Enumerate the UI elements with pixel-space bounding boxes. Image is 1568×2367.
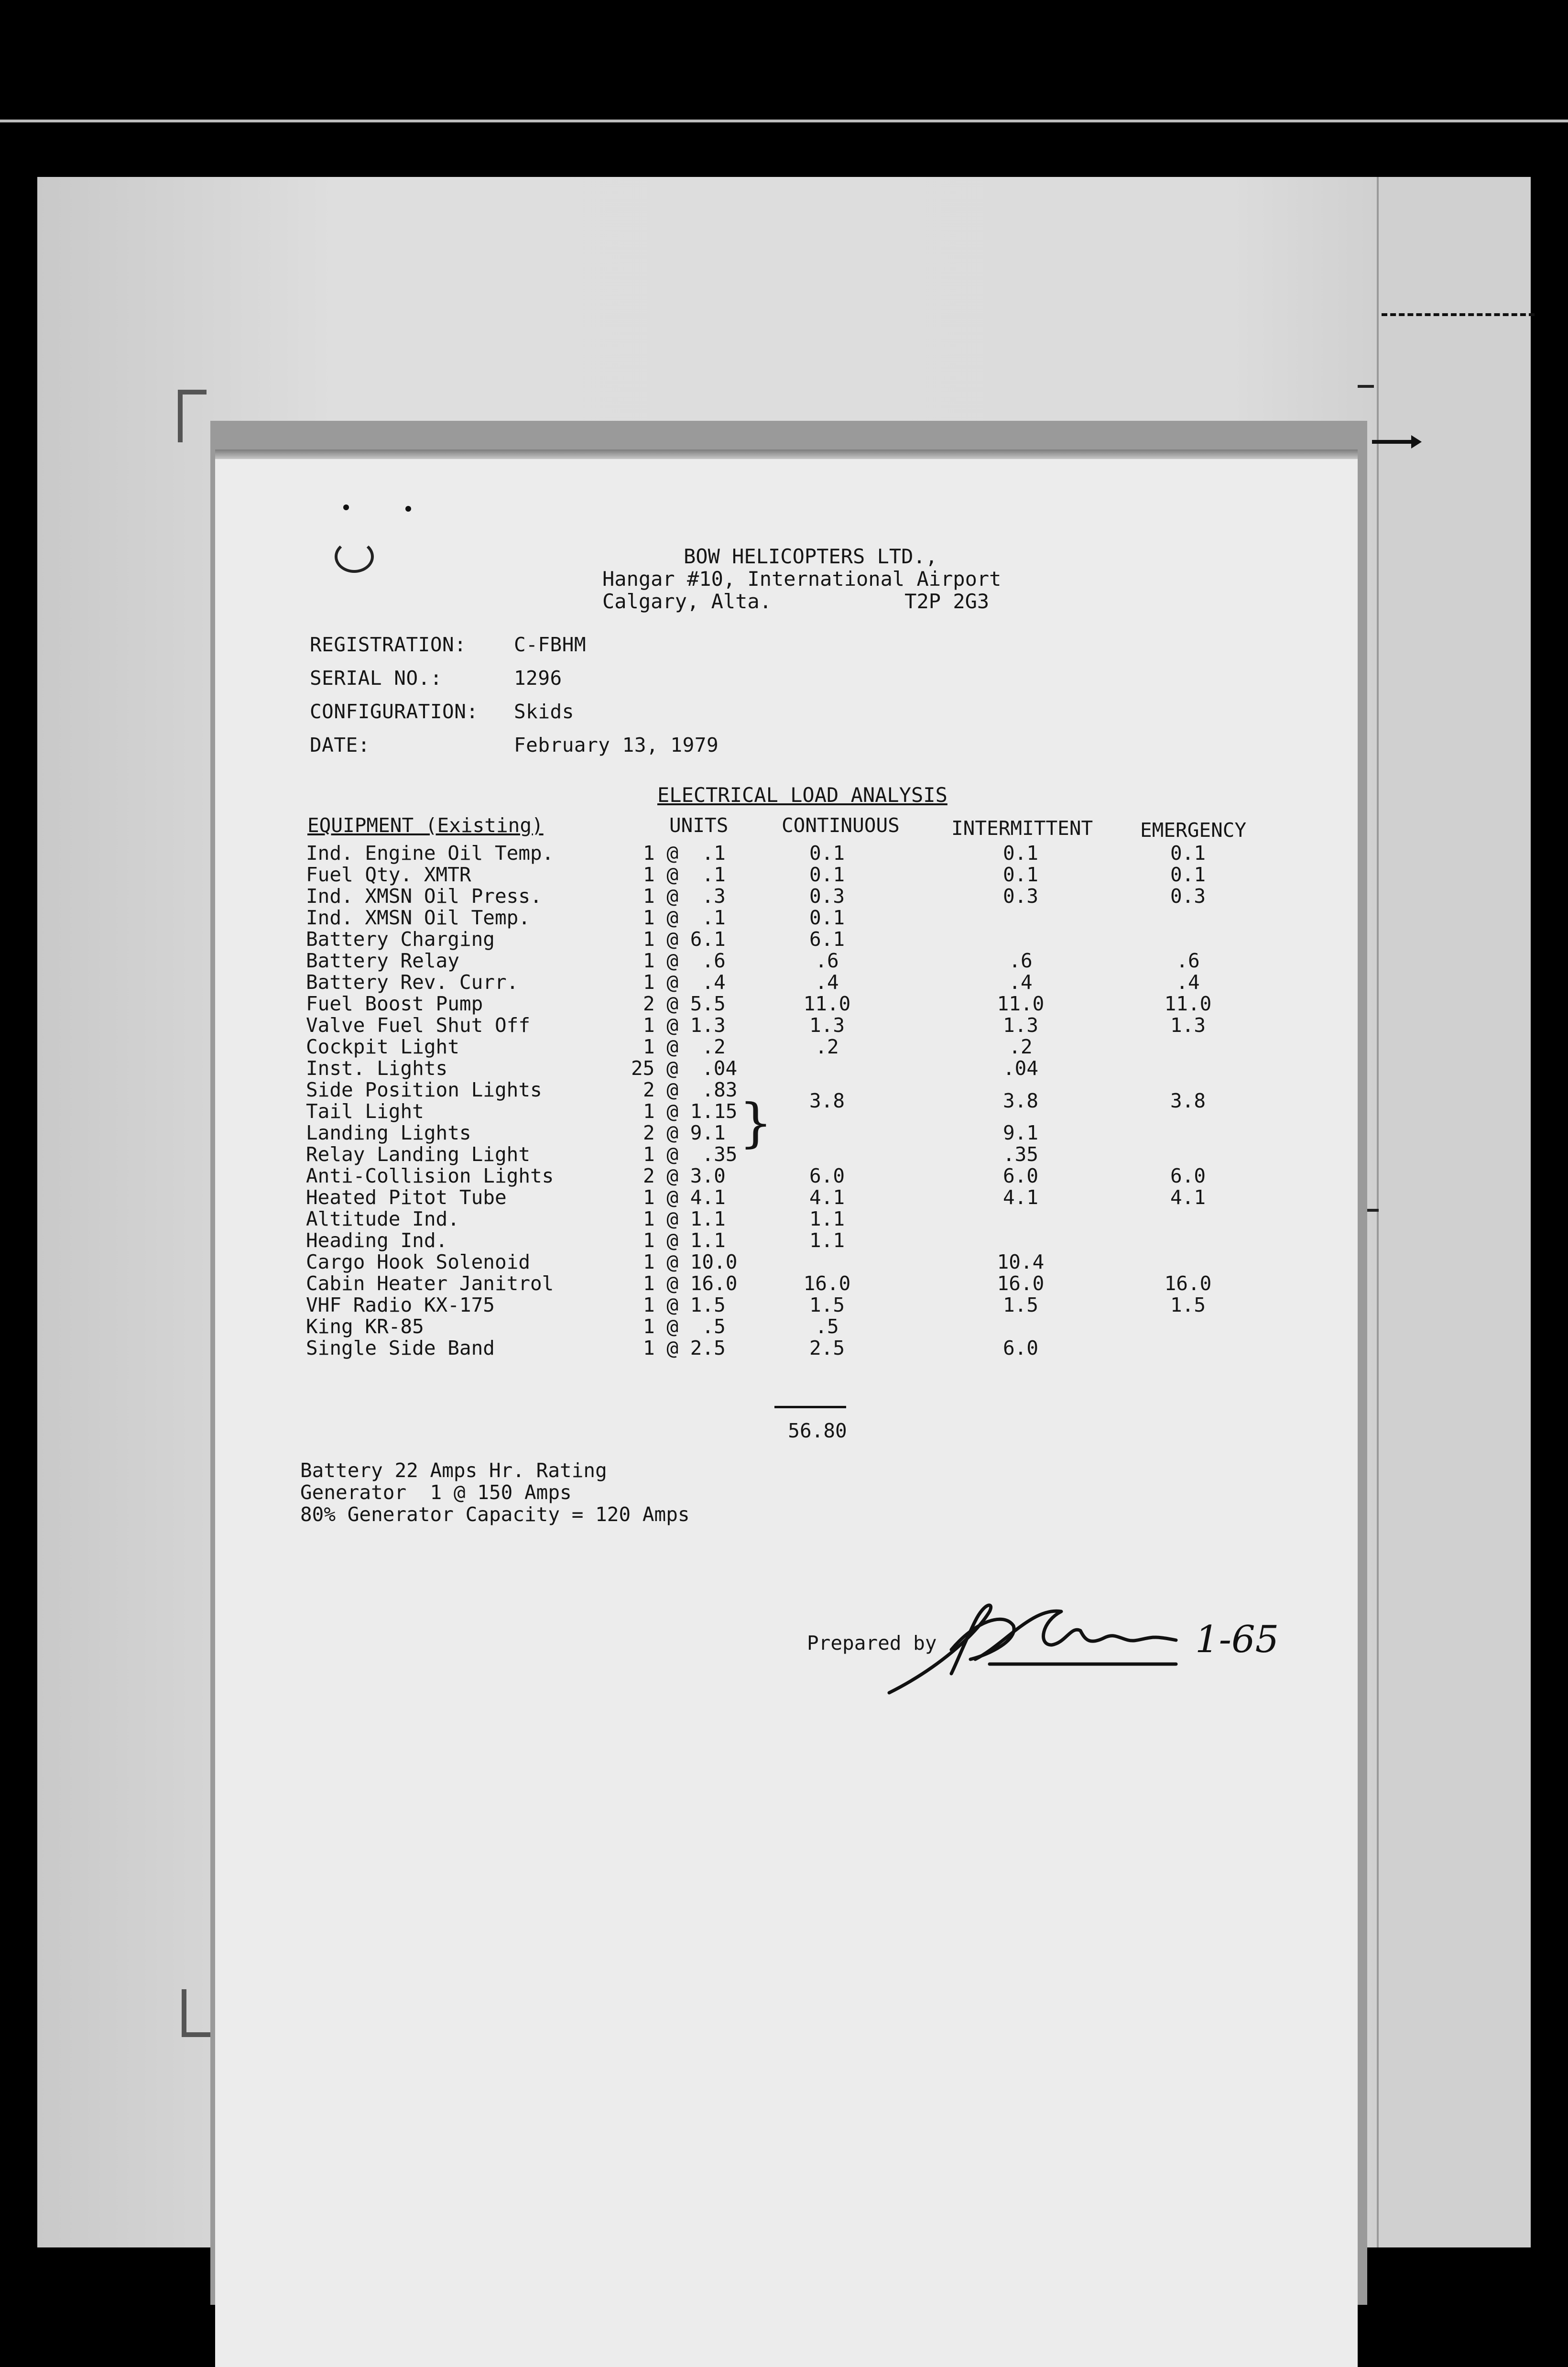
crop-bracket-top (178, 390, 207, 442)
emergency-cell: 16.0 (1164, 1272, 1212, 1295)
company-city-line (602, 590, 1001, 613)
units-cell: 1 @ .2 (643, 1035, 726, 1058)
units-cell: 2 @ 5.5 (643, 992, 726, 1015)
equipment-cell: Battery Charging (306, 928, 495, 951)
intermittent-cell: 16.0 (997, 1272, 1045, 1295)
dashed-edge-mark (1382, 313, 1535, 316)
equipment-cell: Valve Fuel Shut Off (306, 1014, 530, 1037)
continuous-cell: .5 (815, 1315, 839, 1338)
units-cell: 1 @ 6.1 (643, 928, 726, 951)
emergency-cell: 4.1 (1170, 1186, 1206, 1209)
table-row (0, 928, 1568, 950)
table-row (0, 1315, 1568, 1337)
scan-top-rule (0, 120, 1568, 122)
emergency-cell: 6.0 (1170, 1164, 1206, 1187)
intermittent-cell: 0.1 (1002, 842, 1039, 865)
intermittent-cell: .35 (1002, 1143, 1039, 1166)
emergency-cell: 0.3 (1170, 885, 1206, 908)
speck (405, 506, 411, 512)
emergency-cell: .6 (1176, 949, 1200, 972)
equipment-cell: Battery Relay (306, 949, 459, 972)
table-row (0, 971, 1568, 993)
units-cell: 1 @ .1 (643, 906, 726, 929)
units-cell: 2 @ 9.1 (643, 1121, 726, 1144)
intermittent-cell: 3.8 (1002, 1089, 1039, 1112)
emergency-cell: 3.8 (1170, 1089, 1206, 1112)
table-row (0, 1293, 1568, 1315)
units-cell: 1 @ .6 (643, 949, 726, 972)
table-row (0, 949, 1568, 971)
intermittent-cell: 0.1 (1002, 863, 1039, 886)
table-row (0, 1337, 1568, 1359)
continuous-cell: .4 (815, 971, 839, 994)
info-label: SERIAL NO.: (310, 667, 443, 690)
units-cell: 1 @ .35 (643, 1143, 738, 1166)
intermittent-cell: 11.0 (997, 992, 1045, 1015)
continuous-cell: 1.3 (809, 1014, 845, 1037)
intermittent-cell: 1.5 (1002, 1293, 1039, 1316)
continuous-total: 56.80 (788, 1419, 847, 1442)
units-cell: 1 @ 1.3 (643, 1014, 726, 1037)
table-row (0, 1121, 1568, 1143)
units-cell: 2 @ .83 (643, 1078, 738, 1101)
units-cell: 1 @ .5 (643, 1315, 726, 1338)
intermittent-cell: 4.1 (1002, 1186, 1039, 1209)
equipment-cell: Cargo Hook Solenoid (306, 1250, 530, 1273)
emergency-cell: .4 (1176, 971, 1200, 994)
table-title: ELECTRICAL LOAD ANALYSIS (657, 783, 947, 807)
intermittent-cell: 10.4 (997, 1250, 1045, 1273)
equipment-cell: Fuel Qty. XMTR (306, 863, 471, 886)
units-cell: 1 @ 1.1 (643, 1207, 726, 1230)
equipment-cell: Heading Ind. (306, 1229, 448, 1252)
equipment-cell: Altitude Ind. (306, 1207, 459, 1230)
equipment-cell: Tail Light (306, 1100, 424, 1123)
table-row (0, 1207, 1568, 1229)
units-cell: 1 @ 2.5 (643, 1337, 726, 1359)
emergency-cell: 0.1 (1170, 863, 1206, 886)
handwritten-signature (880, 1592, 1300, 1702)
table-row (0, 1057, 1568, 1079)
continuous-cell: 4.1 (809, 1186, 845, 1209)
col-header-intermittent: INTERMITTENT (951, 817, 1093, 840)
intermittent-cell: 0.3 (1002, 885, 1039, 908)
intermittent-cell: 6.0 (1002, 1337, 1039, 1359)
continuous-cell: 1.5 (809, 1293, 845, 1316)
edge-tick-mark (1358, 385, 1374, 388)
info-value: 1296 (514, 667, 562, 690)
equipment-cell: Cabin Heater Janitrol (306, 1272, 554, 1295)
equipment-cell: Ind. Engine Oil Temp. (306, 842, 554, 865)
units-cell: 25 @ .04 (631, 1057, 738, 1080)
emergency-cell: 11.0 (1164, 992, 1212, 1015)
equipment-cell: Side Position Lights (306, 1078, 542, 1101)
table-row (0, 885, 1568, 907)
brace-icon: } (739, 1092, 773, 1153)
continuous-cell: .2 (815, 1035, 839, 1058)
info-label: DATE: (310, 734, 370, 756)
units-cell: 1 @ .3 (643, 885, 726, 908)
units-cell: 1 @ .1 (643, 842, 726, 865)
continuous-cell: 1.1 (809, 1229, 845, 1252)
col-header-continuous: CONTINUOUS (782, 814, 900, 837)
prepared-by-label: Prepared by (807, 1632, 937, 1655)
continuous-cell: 0.1 (809, 863, 845, 886)
continuous-cell: 3.8 (809, 1089, 845, 1112)
table-row (0, 1143, 1568, 1165)
continuous-cell: 6.0 (809, 1164, 845, 1187)
table-row (0, 1035, 1568, 1057)
equipment-cell: Single Side Band (306, 1337, 495, 1359)
intermittent-cell: .4 (1009, 971, 1033, 994)
emergency-cell: 1.5 (1170, 1293, 1206, 1316)
intermittent-cell: .04 (1002, 1057, 1039, 1080)
intermittent-cell: .2 (1009, 1035, 1033, 1058)
table-row (0, 1014, 1568, 1036)
signature-mark: 1-65 (1195, 1618, 1279, 1661)
note-line: Battery 22 Amps Hr. Rating (300, 1459, 607, 1482)
company-header (602, 545, 1001, 613)
equipment-cell: Landing Lights (306, 1121, 471, 1144)
notes (300, 1459, 690, 1525)
equipment-cell: Anti-Collision Lights (306, 1164, 554, 1187)
continuous-cell: 0.1 (809, 842, 845, 865)
note-line: Generator 1 @ 150 Amps (300, 1481, 572, 1504)
company-city: Calgary, Alta. (602, 590, 772, 613)
info-label: REGISTRATION: (310, 633, 467, 656)
units-cell: 1 @ 16.0 (643, 1272, 738, 1295)
units-cell: 1 @ .4 (643, 971, 726, 994)
equipment-cell: Battery Rev. Curr. (306, 971, 519, 994)
table-row (0, 1272, 1568, 1294)
units-cell: 1 @ 1.5 (643, 1293, 726, 1316)
units-cell: 2 @ 3.0 (643, 1164, 726, 1187)
col-header-emergency: EMERGENCY (1140, 819, 1247, 842)
continuous-cell: .6 (815, 949, 839, 972)
intermittent-cell: .6 (1009, 949, 1033, 972)
info-value: C-FBHM (514, 633, 587, 656)
equipment-cell: VHF Radio KX-175 (306, 1293, 495, 1316)
equipment-cell: Heated Pitot Tube (306, 1186, 507, 1209)
units-cell: 1 @ 1.15 (643, 1100, 738, 1123)
units-cell: 1 @ 10.0 (643, 1250, 738, 1273)
continuous-cell: 2.5 (809, 1337, 845, 1359)
company-name: BOW HELICOPTERS LTD., (684, 545, 938, 568)
punch-hole-icon (335, 540, 374, 573)
table-row (0, 1164, 1568, 1186)
equipment-cell: King KR-85 (306, 1315, 424, 1338)
emergency-cell: 0.1 (1170, 842, 1206, 865)
table-row (0, 1229, 1568, 1251)
continuous-cell: 11.0 (803, 992, 851, 1015)
document-page (215, 459, 1358, 2367)
company-address: Hangar #10, International Airport (602, 567, 1002, 591)
intermittent-cell: 6.0 (1002, 1164, 1039, 1187)
intermittent-cell: 9.1 (1002, 1121, 1039, 1144)
equipment-cell: Ind. XMSN Oil Press. (306, 885, 542, 908)
company-postal: T2P 2G3 (904, 590, 990, 613)
emergency-cell: 1.3 (1170, 1014, 1206, 1037)
table-row (0, 863, 1568, 885)
intermittent-cell: 1.3 (1002, 1014, 1039, 1037)
units-cell: 1 @ 1.1 (643, 1229, 726, 1252)
units-cell: 1 @ .1 (643, 863, 726, 886)
speck (343, 504, 349, 510)
info-value: February 13, 1979 (514, 734, 719, 756)
equipment-cell: Fuel Boost Pump (306, 992, 483, 1015)
table-row (0, 992, 1568, 1014)
continuous-cell: 1.1 (809, 1207, 845, 1230)
col-header-units: UNITS (669, 814, 729, 837)
continuous-cell: 16.0 (803, 1272, 851, 1295)
info-label: CONFIGURATION: (310, 700, 479, 723)
note-line: 80% Generator Capacity = 120 Amps (300, 1503, 690, 1526)
equipment-cell: Relay Landing Light (306, 1143, 530, 1166)
equipment-cell: Ind. XMSN Oil Temp. (306, 906, 530, 929)
arrow-mark-icon (1372, 440, 1415, 444)
equipment-cell: Cockpit Light (306, 1035, 459, 1058)
continuous-cell: 6.1 (809, 928, 845, 951)
table-row (0, 906, 1568, 928)
table-row (0, 1186, 1568, 1208)
crop-bracket-bottom (182, 1989, 210, 2037)
continuous-cell: 0.3 (809, 885, 845, 908)
col-header-equipment: EQUIPMENT (Existing) (307, 814, 544, 837)
continuous-cell: 0.1 (809, 906, 845, 929)
table-row (0, 1250, 1568, 1272)
table-row (0, 842, 1568, 864)
total-rule (774, 1406, 846, 1408)
info-value: Skids (514, 700, 574, 723)
equipment-cell: Inst. Lights (306, 1057, 448, 1080)
units-cell: 1 @ 4.1 (643, 1186, 726, 1209)
